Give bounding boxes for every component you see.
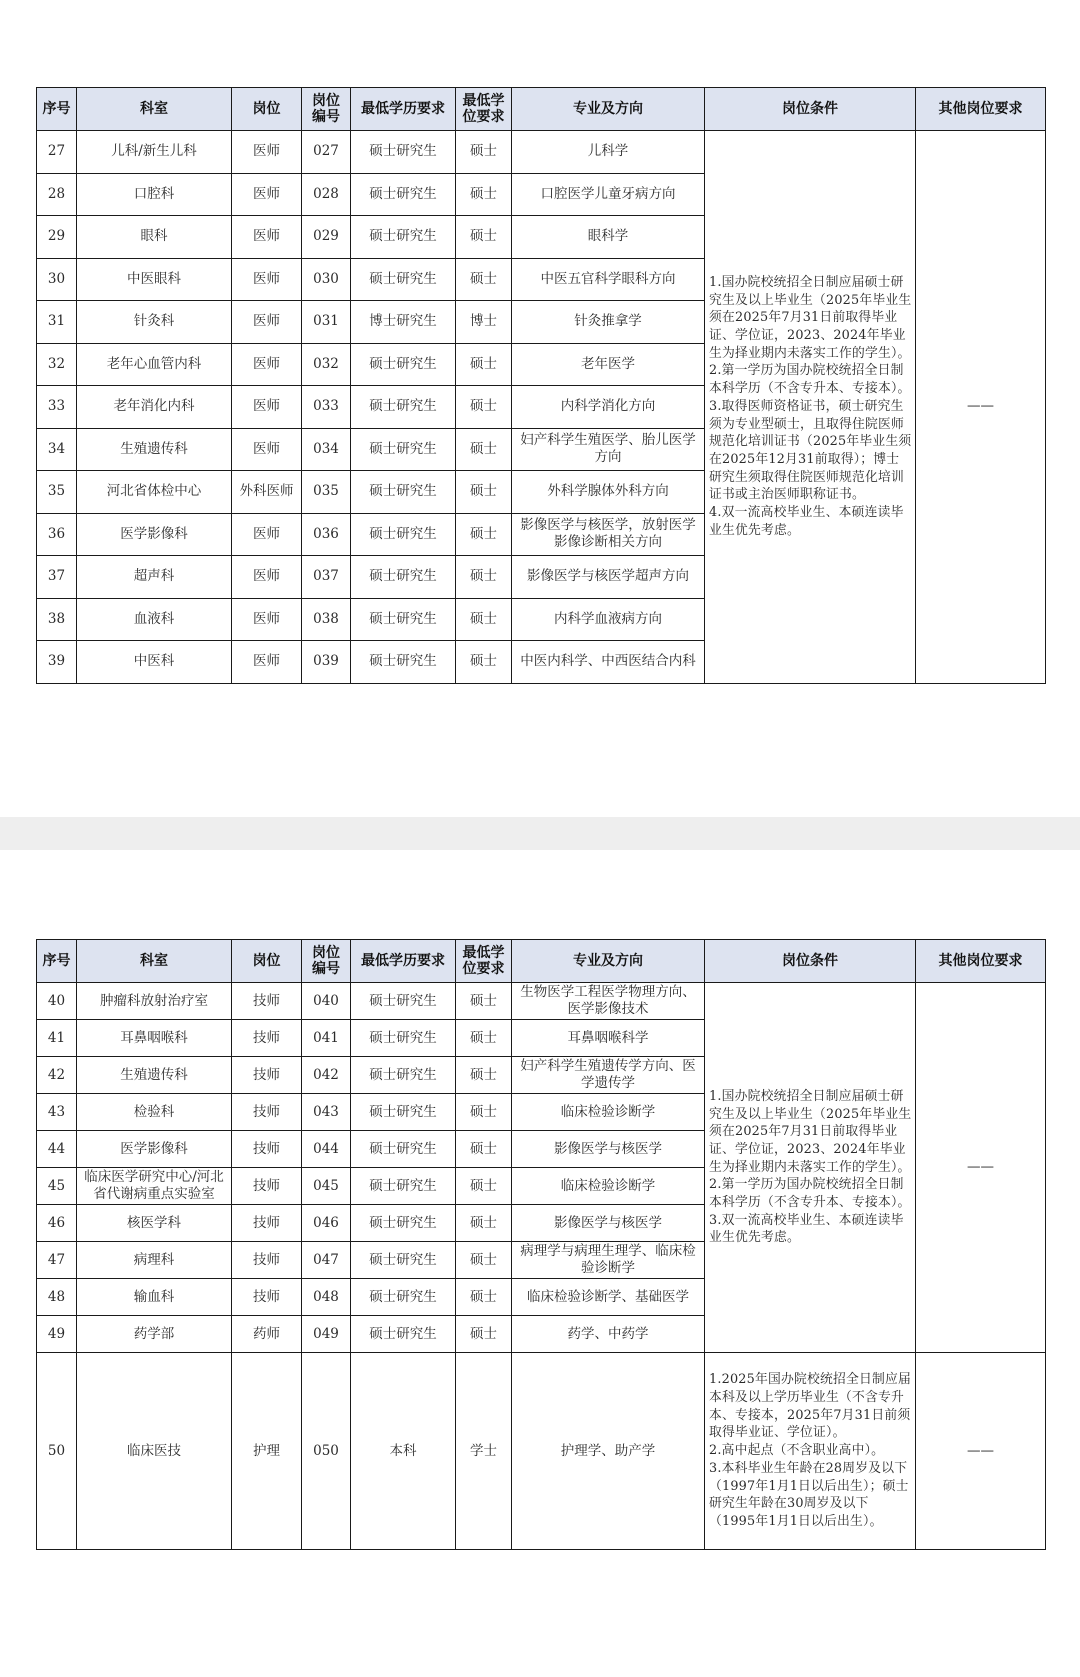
row-major: 药学、中药学: [512, 1316, 705, 1353]
row-dept: 肿瘤科放射治疗室: [77, 983, 232, 1020]
header-edu: 最低学历要求: [351, 940, 456, 983]
row-code: 039: [302, 641, 351, 684]
row-edu: 硕士研究生: [351, 1242, 456, 1279]
row-post: 技师: [232, 1205, 302, 1242]
row-no: 42: [37, 1057, 77, 1094]
row-no: 30: [37, 258, 77, 301]
row-edu: 硕士研究生: [351, 216, 456, 259]
row-no: 44: [37, 1131, 77, 1168]
header-degree-line1: 最低学: [462, 945, 505, 961]
row-degree: 硕士: [456, 258, 512, 301]
row-edu: 硕士研究生: [351, 1316, 456, 1353]
recruitment-table-2: [36, 939, 1046, 1550]
condition-item: 4.双一流高校毕业生、本硕连读毕业生优先考虑。: [709, 505, 904, 538]
row-code: 032: [302, 343, 351, 386]
other-requirements-cell: ——: [916, 1353, 1046, 1550]
condition-item: 3.取得医师资格证书，硕士研究生须为专业型硕士，且取得住院医师规范化培训证书（2025年毕业生须在2025年12月31前取得）；博士研究生须取得住院医师规范化培训证书或主治医师职称证书。: [709, 398, 912, 503]
row-edu: 硕士研究生: [351, 1168, 456, 1205]
row-code: 043: [302, 1094, 351, 1131]
row-post: 技师: [232, 1020, 302, 1057]
row-major: 妇产科学生殖遗传学方向、医学遗传学: [512, 1057, 705, 1094]
row-degree: 硕士: [456, 1205, 512, 1242]
header-no: 序号: [37, 88, 77, 131]
row-no: 34: [37, 428, 77, 471]
header-conditions: 岗位条件: [705, 88, 916, 131]
row-code: 036: [302, 513, 351, 556]
header-row: [37, 88, 1046, 131]
row-dept: 超声科: [77, 556, 232, 599]
row-major: 中医五官科学眼科方向: [512, 258, 705, 301]
row-no: 43: [37, 1094, 77, 1131]
row-edu: 硕士研究生: [351, 131, 456, 174]
row-dept: 河北省体检中心: [77, 471, 232, 514]
header-no: 序号: [37, 940, 77, 983]
row-degree: 硕士: [456, 1279, 512, 1316]
row-dept: 针灸科: [77, 301, 232, 344]
row-no: 31: [37, 301, 77, 344]
row-major: 妇产科学生殖医学、胎儿医学方向: [512, 428, 705, 471]
row-post: 医师: [232, 173, 302, 216]
row-major: 影像医学与核医学: [512, 1131, 705, 1168]
row-code: 033: [302, 386, 351, 429]
row-major: 耳鼻咽喉科学: [512, 1020, 705, 1057]
condition-item: 1.国办院校统招全日制应届硕士研究生及以上毕业生（2025年毕业生须在2025年7月31日前取得毕业证、学位证，2023、2024年毕业生为择业期内未落实工作的学生）。: [709, 1088, 912, 1175]
row-post: 技师: [232, 1131, 302, 1168]
condition-item: 1.2025年国办院校统招全日制应届本科及以上学历毕业生（不含专升本、专接本，2025年7月31日前须取得毕业证、学位证）。: [709, 1372, 911, 1441]
row-major: 中医内科学、中西医结合内科: [512, 641, 705, 684]
row-dept: 药学部: [77, 1316, 232, 1353]
row-no: 41: [37, 1020, 77, 1057]
row-post: 药师: [232, 1316, 302, 1353]
row-post: 技师: [232, 1279, 302, 1316]
row-post: 医师: [232, 258, 302, 301]
header-post: 岗位: [232, 940, 302, 983]
table-row: [37, 1353, 1046, 1550]
row-code: 028: [302, 173, 351, 216]
row-no: 49: [37, 1316, 77, 1353]
row-code: 046: [302, 1205, 351, 1242]
row-dept: 口腔科: [77, 173, 232, 216]
row-dept: 医学影像科: [77, 513, 232, 556]
row-post: 医师: [232, 598, 302, 641]
row-edu: 硕士研究生: [351, 1205, 456, 1242]
row-edu: 硕士研究生: [351, 471, 456, 514]
row-dept: 儿科/新生儿科: [77, 131, 232, 174]
row-degree: 硕士: [456, 1168, 512, 1205]
header-dept: 科室: [77, 940, 232, 983]
header-code-line2: 编号: [312, 961, 340, 977]
row-no: 32: [37, 343, 77, 386]
row-no: 29: [37, 216, 77, 259]
row-code: 048: [302, 1279, 351, 1316]
row-no: 35: [37, 471, 77, 514]
header-code: [302, 88, 351, 131]
row-edu: 硕士研究生: [351, 1094, 456, 1131]
row-major: 护理学、助产学: [512, 1353, 705, 1550]
condition-item: 2.第一学历为国办院校统招全日制本科学历（不含专升本、专接本）。: [709, 1177, 911, 1211]
conditions-cell: [705, 983, 916, 1353]
header-degree-line2: 位要求: [462, 109, 505, 125]
row-dept: 中医眼科: [77, 258, 232, 301]
row-code: 034: [302, 428, 351, 471]
row-major: 口腔医学儿童牙病方向: [512, 173, 705, 216]
header-row: [37, 940, 1046, 983]
row-post: 技师: [232, 983, 302, 1020]
row-edu: 博士研究生: [351, 301, 456, 344]
row-code: 040: [302, 983, 351, 1020]
row-edu: 硕士研究生: [351, 173, 456, 216]
row-dept: 检验科: [77, 1094, 232, 1131]
header-major: 专业及方向: [512, 88, 705, 131]
row-post: 技师: [232, 1168, 302, 1205]
header-degree: [456, 940, 512, 983]
row-code: 030: [302, 258, 351, 301]
row-degree: 硕士: [456, 1242, 512, 1279]
row-major: 生物医学工程医学物理方向、医学影像技术: [512, 983, 705, 1020]
row-major: 内科学血液病方向: [512, 598, 705, 641]
row-no: 50: [37, 1353, 77, 1550]
other-requirements-cell: ——: [916, 131, 1046, 684]
header-edu: 最低学历要求: [351, 88, 456, 131]
condition-item: 1.国办院校统招全日制应届硕士研究生及以上毕业生（2025年毕业生须在2025年7月31日前取得毕业证、学位证，2023、2024年毕业生为择业期内未落实工作的学生）。: [709, 274, 912, 361]
row-major: 儿科学: [512, 131, 705, 174]
row-major: 老年医学: [512, 343, 705, 386]
row-degree: 硕士: [456, 428, 512, 471]
table-row: [37, 131, 1046, 174]
row-no: 38: [37, 598, 77, 641]
condition-item: 3.双一流高校毕业生、本硕连读毕业生优先考虑。: [709, 1212, 904, 1246]
row-degree: 硕士: [456, 131, 512, 174]
row-post: 技师: [232, 1242, 302, 1279]
row-code: 047: [302, 1242, 351, 1279]
row-post: 医师: [232, 131, 302, 174]
recruitment-table-1: [36, 87, 1046, 684]
row-degree: 硕士: [456, 513, 512, 556]
row-major: 外科学腺体外科方向: [512, 471, 705, 514]
row-post: 医师: [232, 428, 302, 471]
row-major: 内科学消化方向: [512, 386, 705, 429]
row-edu: 硕士研究生: [351, 641, 456, 684]
row-degree: 硕士: [456, 1094, 512, 1131]
row-degree: 硕士: [456, 983, 512, 1020]
header-code: [302, 940, 351, 983]
row-code: 035: [302, 471, 351, 514]
row-degree: 博士: [456, 301, 512, 344]
condition-item: 2.高中起点（不含职业高中）。: [709, 1443, 885, 1459]
row-post: 医师: [232, 513, 302, 556]
header-degree-line1: 最低学: [462, 93, 505, 109]
row-major: 眼科学: [512, 216, 705, 259]
row-degree: 硕士: [456, 343, 512, 386]
row-post: 外科医师: [232, 471, 302, 514]
row-edu: 硕士研究生: [351, 343, 456, 386]
row-major: 影像医学与核医学，放射医学影像诊断相关方向: [512, 513, 705, 556]
row-no: 28: [37, 173, 77, 216]
row-no: 40: [37, 983, 77, 1020]
row-dept: 中医科: [77, 641, 232, 684]
row-dept: 临床医技: [77, 1353, 232, 1550]
row-dept: 眼科: [77, 216, 232, 259]
row-dept: 老年心血管内科: [77, 343, 232, 386]
conditions-cell: [705, 1353, 916, 1550]
row-code: 029: [302, 216, 351, 259]
row-edu: 硕士研究生: [351, 1020, 456, 1057]
row-post: 技师: [232, 1094, 302, 1131]
row-major: 影像医学与核医学: [512, 1205, 705, 1242]
header-dept: 科室: [77, 88, 232, 131]
row-degree: 学士: [456, 1353, 512, 1550]
row-no: 36: [37, 513, 77, 556]
row-no: 39: [37, 641, 77, 684]
row-post: 医师: [232, 216, 302, 259]
header-code-line1: 岗位: [312, 945, 340, 961]
row-degree: 硕士: [456, 471, 512, 514]
row-post: 技师: [232, 1057, 302, 1094]
row-post: 医师: [232, 301, 302, 344]
header-degree-line2: 位要求: [462, 961, 505, 977]
row-dept: 临床医学研究中心/河北省代谢病重点实验室: [77, 1168, 232, 1205]
row-major: 病理学与病理生理学、临床检验诊断学: [512, 1242, 705, 1279]
header-post: 岗位: [232, 88, 302, 131]
row-no: 47: [37, 1242, 77, 1279]
row-no: 46: [37, 1205, 77, 1242]
row-code: 044: [302, 1131, 351, 1168]
row-degree: 硕士: [456, 556, 512, 599]
row-dept: 生殖遗传科: [77, 1057, 232, 1094]
row-edu: 硕士研究生: [351, 513, 456, 556]
row-code: 041: [302, 1020, 351, 1057]
row-major: 临床检验诊断学、基础医学: [512, 1279, 705, 1316]
other-requirements-cell: ——: [916, 983, 1046, 1353]
row-dept: 生殖遗传科: [77, 428, 232, 471]
page-2: [0, 850, 1080, 1677]
row-post: 医师: [232, 343, 302, 386]
condition-item: 3.本科毕业生年龄在28周岁及以下（1997年1月1日以后出生）；硕士研究生年龄在30周岁及以下（1995年1月1日以后出生）。: [709, 1460, 909, 1529]
row-dept: 病理科: [77, 1242, 232, 1279]
row-degree: 硕士: [456, 598, 512, 641]
row-post: 护理: [232, 1353, 302, 1550]
row-edu: 硕士研究生: [351, 1131, 456, 1168]
row-degree: 硕士: [456, 641, 512, 684]
row-edu: 硕士研究生: [351, 258, 456, 301]
row-edu: 硕士研究生: [351, 983, 456, 1020]
page-separator: [0, 817, 1080, 850]
row-code: 042: [302, 1057, 351, 1094]
row-edu: 本科: [351, 1353, 456, 1550]
row-no: 27: [37, 131, 77, 174]
row-code: 037: [302, 556, 351, 599]
row-dept: 耳鼻咽喉科: [77, 1020, 232, 1057]
row-degree: 硕士: [456, 1131, 512, 1168]
row-dept: 医学影像科: [77, 1131, 232, 1168]
row-dept: 老年消化内科: [77, 386, 232, 429]
row-major: 临床检验诊断学: [512, 1168, 705, 1205]
row-major: 影像医学与核医学超声方向: [512, 556, 705, 599]
row-edu: 硕士研究生: [351, 428, 456, 471]
row-edu: 硕士研究生: [351, 1279, 456, 1316]
row-post: 医师: [232, 641, 302, 684]
row-code: 045: [302, 1168, 351, 1205]
row-code: 038: [302, 598, 351, 641]
row-no: 45: [37, 1168, 77, 1205]
header-code-line2: 编号: [312, 109, 340, 125]
row-degree: 硕士: [456, 1020, 512, 1057]
header-code-line1: 岗位: [312, 93, 340, 109]
row-major: 针灸推拿学: [512, 301, 705, 344]
row-no: 37: [37, 556, 77, 599]
row-post: 医师: [232, 556, 302, 599]
header-conditions: 岗位条件: [705, 940, 916, 983]
row-no: 48: [37, 1279, 77, 1316]
row-code: 031: [302, 301, 351, 344]
header-other: 其他岗位要求: [916, 940, 1046, 983]
row-code: 050: [302, 1353, 351, 1550]
row-dept: 血液科: [77, 598, 232, 641]
row-major: 临床检验诊断学: [512, 1094, 705, 1131]
row-dept: 输血科: [77, 1279, 232, 1316]
row-post: 医师: [232, 386, 302, 429]
conditions-cell: [705, 131, 916, 684]
row-edu: 硕士研究生: [351, 386, 456, 429]
row-edu: 硕士研究生: [351, 598, 456, 641]
row-no: 33: [37, 386, 77, 429]
condition-item: 2.第一学历为国办院校统招全日制本科学历（不含专升本、专接本）。: [709, 363, 911, 397]
header-degree: [456, 88, 512, 131]
row-edu: 硕士研究生: [351, 556, 456, 599]
row-dept: 核医学科: [77, 1205, 232, 1242]
row-degree: 硕士: [456, 386, 512, 429]
table-row: [37, 983, 1046, 1020]
row-degree: 硕士: [456, 1057, 512, 1094]
header-major: 专业及方向: [512, 940, 705, 983]
page-1: [0, 0, 1080, 817]
row-degree: 硕士: [456, 216, 512, 259]
row-edu: 硕士研究生: [351, 1057, 456, 1094]
row-code: 049: [302, 1316, 351, 1353]
header-other: 其他岗位要求: [916, 88, 1046, 131]
row-code: 027: [302, 131, 351, 174]
row-degree: 硕士: [456, 173, 512, 216]
row-degree: 硕士: [456, 1316, 512, 1353]
